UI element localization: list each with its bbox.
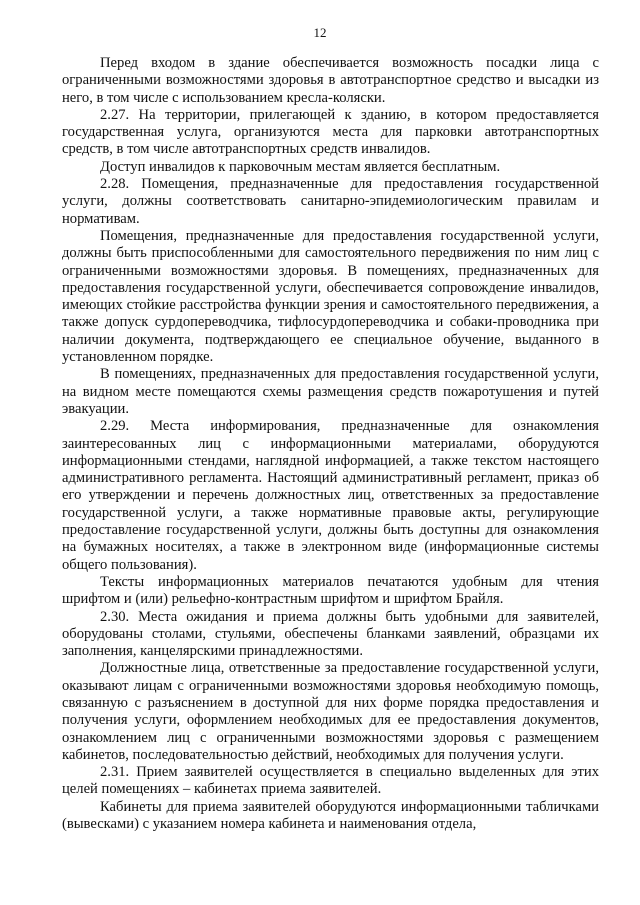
paragraph: Должностные лица, ответственные за предоставление государственной услуги, оказывают лицам с ограниченными возможностями здоровья необходимую помощь, связанную с разъяснением в доступной для них форме порядка предоставления и получения услуги, оформлением необходимых для ее предоставления документов, ознакомлением лиц с ограниченными возможностями здоровья с размещением кабинетов, последовательностью действий, необходимых для получения услуги. [62,660,599,763]
paragraph: Кабинеты для приема заявителей оборудуются информационными табличками (вывесками) с указанием номера кабинета и наименования отдела, [62,798,599,833]
paragraph: В помещениях, предназначенных для предоставления государственной услуги, на видном месте помещаются схемы размещения средств пожаротушения и путей эвакуации. [62,366,599,417]
paragraph: Перед входом в здание обеспечивается возможность посадки лица с ограниченными возможностями здоровья в автотранспортное средство и высадки из него, в том числе с использованием кресла-коляски. [62,55,599,106]
paragraph: 2.29. Места информирования, предназначенные для ознакомления заинтересованных лиц с информационными материалами, оборудуются информационными стендами, наглядной информацией, а также текстом настоящего административного регламента. Настоящий административный регламент, приказ об его утверждении и перечень должностных лиц, ответственных за предоставление государственной услуги, а также нормативные правовые акты, регулирующие предоставление государственной услуги, должны быть доступны для ознакомления на бумажных носителях, а также в электронном виде (информационные системы общего пользования). [62,418,599,573]
paragraph: 2.28. Помещения, предназначенные для предоставления государственной услуги, должны соответствовать санитарно-эпидемиологическим правилам и нормативам. [62,176,599,227]
paragraph: 2.31. Прием заявителей осуществляется в специально выделенных для этих целей помещениях – кабинетах приема заявителей. [62,764,599,798]
document-body [62,55,599,833]
paragraph: Помещения, предназначенные для предоставления государственной услуги, должны быть приспособленными для самостоятельного передвижения по ним лиц с ограниченными возможностями здоровья. В помещениях, предназначенных для предоставления государственной услуги, обеспечивается сопровождение инвалидов, имеющих стойкие расстройства функции зрения и самостоятельного передвижения, а также допуск сурдопереводчика, тифлосурдопереводчика и собаки-проводника при наличии документа, подтверждающего ее специальное обучение, выданного в установленном порядке. [62,227,599,366]
paragraph: Доступ инвалидов к парковочным местам является бесплатным. [100,158,501,175]
paragraph: Тексты информационных материалов печатаются удобным для чтения шрифтом и (или) рельефно-контрастным шрифтом и шрифтом Брайля. [62,573,599,608]
paragraph: 2.30. Места ожидания и приема должны быть удобными для заявителей, оборудованы столами, стульями, обеспечены бланками заявлений, образцами их заполнения, канцелярскими принадлежностями. [62,608,599,660]
page-number: 12 [313,25,327,40]
paragraph: 2.27. На территории, прилегающей к зданию, в котором предоставляется государственная услуга, организуются места для парковки автотранспортных средств, в том числе автотранспортных средств инвалидов. [62,106,599,158]
